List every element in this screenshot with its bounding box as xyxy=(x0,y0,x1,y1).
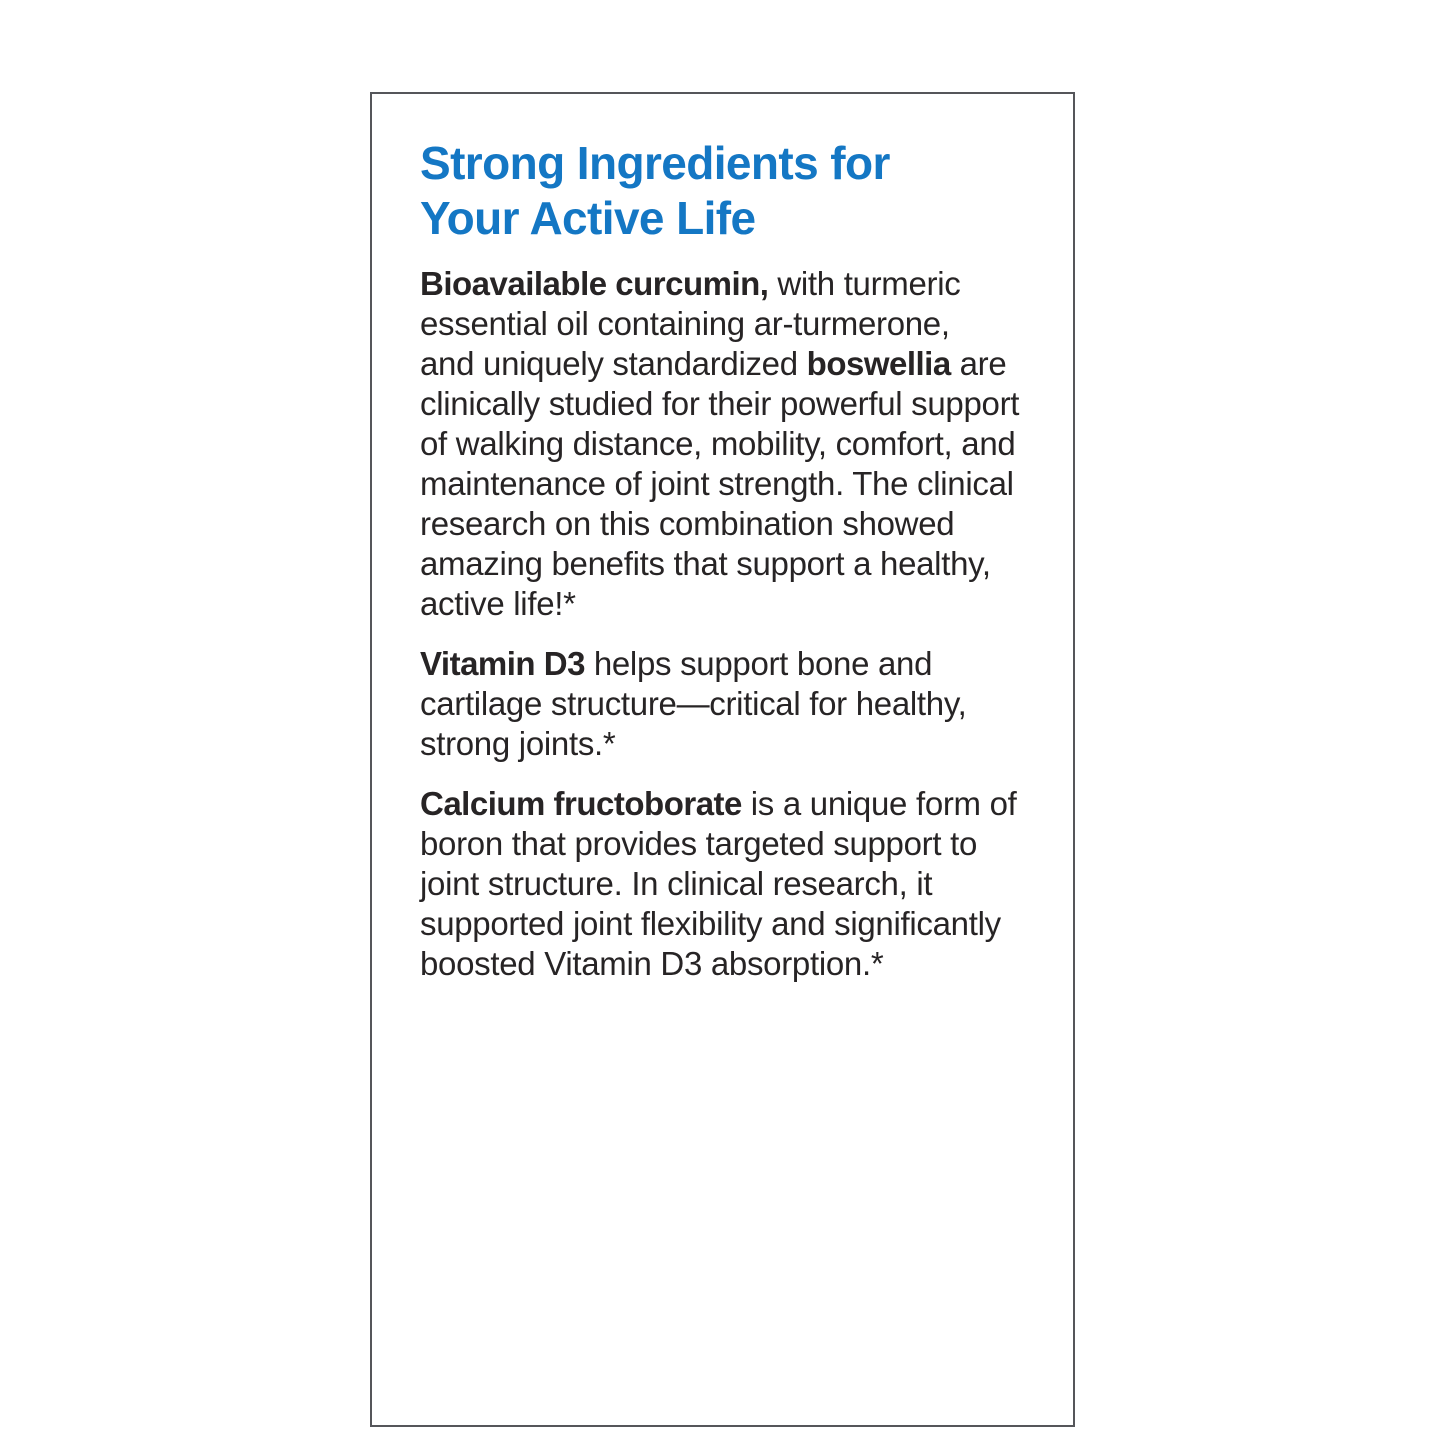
text-run: clinically studied for their powerful support xyxy=(420,385,1020,422)
text-run: supported joint flexibility and significantly xyxy=(420,905,1001,942)
text-line xyxy=(420,304,1035,344)
text-run: are xyxy=(950,345,1007,382)
text-run: is a unique form of xyxy=(741,785,1017,822)
text-line xyxy=(420,824,1035,864)
text-line xyxy=(420,644,1035,684)
paragraph xyxy=(420,784,1035,984)
section-heading xyxy=(420,136,1035,246)
text-line xyxy=(420,544,1035,584)
text-line xyxy=(420,584,1035,624)
text-line xyxy=(420,424,1035,464)
paragraph xyxy=(420,644,1035,764)
bold-run: Bioavailable curcumin, xyxy=(420,265,769,302)
paragraph xyxy=(420,264,1035,624)
text-line xyxy=(420,384,1035,424)
text-line xyxy=(420,464,1035,504)
text-line xyxy=(420,344,1035,384)
bold-run: Vitamin D3 xyxy=(420,645,585,682)
text-line xyxy=(420,724,1035,764)
text-run: active life!* xyxy=(420,585,576,622)
text-run: research on this combination showed xyxy=(420,505,955,542)
text-line xyxy=(420,504,1035,544)
text-line xyxy=(420,684,1035,724)
text-run: joint structure. In clinical research, it xyxy=(420,865,933,902)
text-run: helps support bone and xyxy=(584,645,933,682)
text-run: with turmeric xyxy=(768,265,961,302)
text-run: essential oil containing ar-turmerone, xyxy=(420,305,950,342)
text-line xyxy=(420,904,1035,944)
bold-run: boswellia xyxy=(806,345,951,382)
text-run: boosted Vitamin D3 absorption.* xyxy=(420,945,884,982)
text-line xyxy=(420,944,1035,984)
text-run: cartilage structure—critical for healthy, xyxy=(420,685,967,722)
text-line xyxy=(420,784,1035,824)
text-run: strong joints.* xyxy=(420,725,616,762)
text-run: boron that provides targeted support to xyxy=(420,825,978,862)
heading-line: Your Active Life xyxy=(420,192,756,244)
text-line xyxy=(420,864,1035,904)
label-panel xyxy=(370,92,1075,1427)
bold-run: Calcium fructoborate xyxy=(420,785,742,822)
text-run: maintenance of joint strength. The clinical xyxy=(420,465,1014,502)
heading-line: Strong Ingredients for xyxy=(420,137,890,189)
text-run: and uniquely standardized xyxy=(420,345,807,382)
text-run: of walking distance, mobility, comfort, and xyxy=(420,425,1016,462)
text-run: amazing benefits that support a healthy, xyxy=(420,545,991,582)
body-copy xyxy=(420,264,1035,984)
text-line xyxy=(420,264,1035,304)
